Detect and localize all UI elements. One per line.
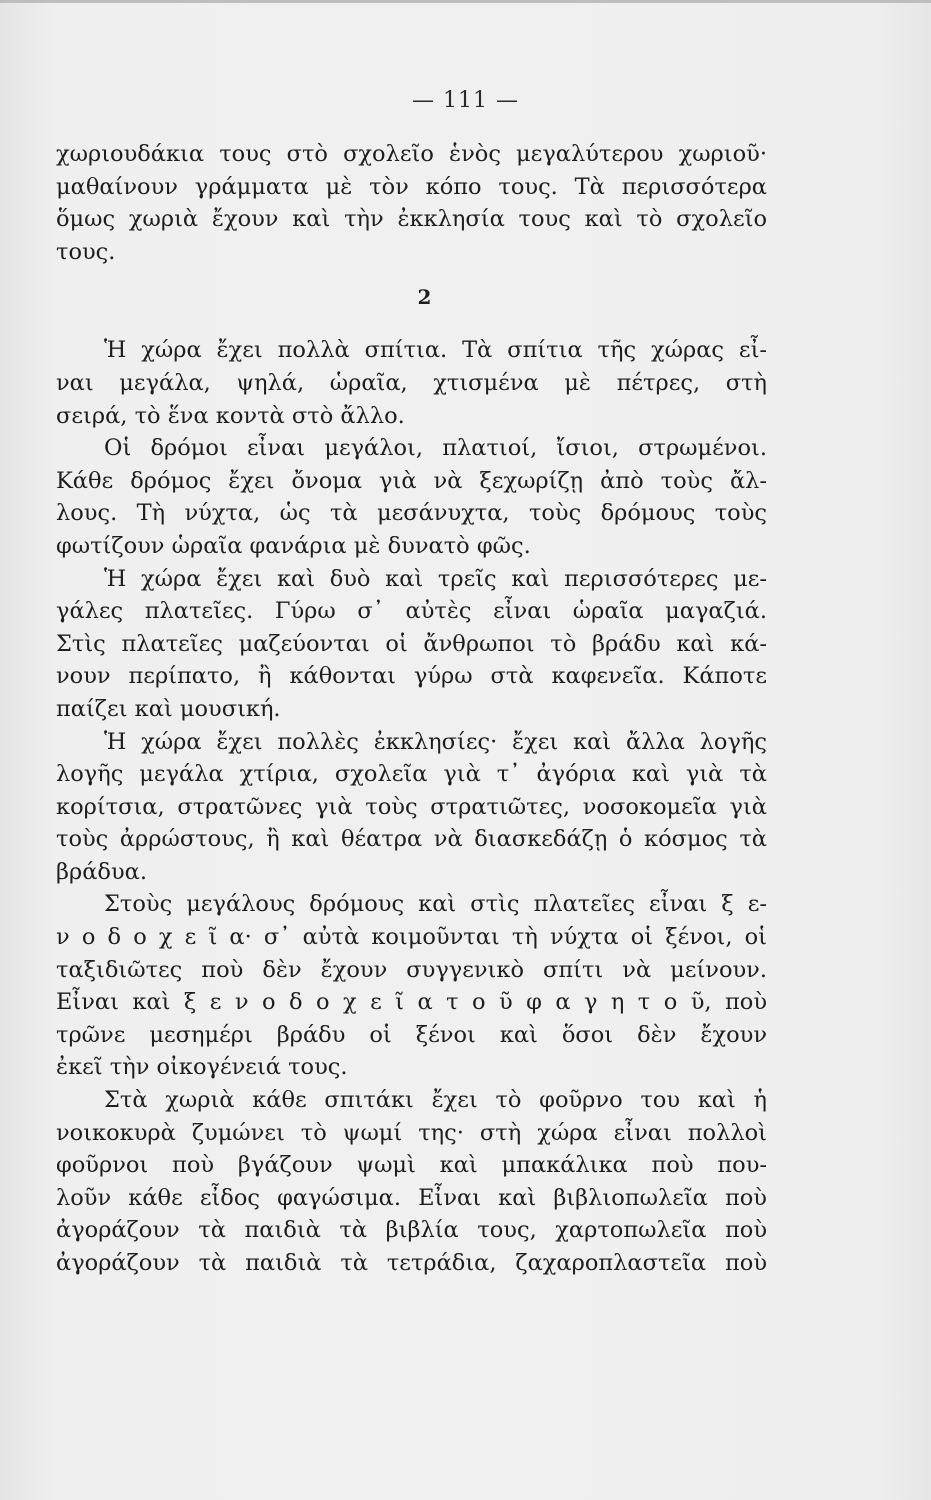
text-line: ἐκεῖ τὴν οἰκογένειά τους. (56, 1054, 348, 1081)
text-line: Οἱ δρόμοι εἶναι μεγάλοι, πλατιοί, ἴσιοι, στρωμένοι. (104, 435, 767, 462)
paragraph (56, 1084, 767, 1280)
text-line: λογῆς μεγάλα χτίρια, σχολεῖα γιὰ τ᾽ ἀγόρια καὶ γιὰ τὰ (56, 761, 767, 788)
text-line: Στοὺς μεγάλους δρόμους καὶ στὶς πλατεῖες εἶναι ξ ε- (104, 891, 767, 918)
text-line: τους. (56, 238, 116, 265)
page-top-edge (0, 0, 931, 3)
text-line: νουν περίπατο, ἢ κάθονται γύρω στὰ καφενεῖα. Κάποτε (56, 663, 767, 690)
text-line: ἀγοράζουν τὰ παιδιὰ τὰ βιβλία τους, χαρτοπωλεῖα ποὺ (56, 1217, 767, 1244)
section-number: 2 (417, 285, 432, 310)
text-line: Ἡ χώρα ἔχει πολλὰ σπίτια. Τὰ σπίτια τῆς χώρας εἶ- (104, 337, 767, 364)
paragraph (56, 334, 767, 432)
text-line: ναι μεγάλα, ψηλά, ὡραῖα, χτισμένα μὲ πέτρες, στὴ (56, 369, 767, 396)
text-line: βράδυα. (56, 858, 147, 885)
text-line: Στὶς πλατεῖες μαζεύονται οἱ ἄνθρωποι τὸ βράδυ καὶ κά- (56, 630, 767, 657)
text-line: Στὰ χωριὰ κάθε σπιτάκι ἔχει τὸ φοῦρνο του καὶ ἡ (104, 1087, 767, 1114)
text-line: τοὺς ἀρρώστους, ἢ καὶ θέατρα νὰ διασκεδάζῃ ὁ κόσμος τὰ (56, 826, 767, 853)
paragraph (56, 888, 767, 1084)
text-line: λους. Τὴ νύχτα, ὡς τὰ μεσάνυχτα, τοὺς δρόμους τοὺς (56, 500, 767, 527)
text-line: ταξιδιῶτες ποὺ δὲν ἔχουν συγγενικὸ σπίτι νὰ μείνουν. (56, 956, 767, 983)
text-line: χωριουδάκια τους στὸ σχολεῖο ἑνὸς μεγαλύτερου χωριοῦ· (56, 141, 767, 167)
text-line: λοῦν κάθε εἶδος φαγώσιμα. Εἶναι καὶ βιβλιοπωλεῖα ποὺ (56, 1184, 767, 1211)
text-line: Ἡ χώρα ἔχει πολλὲς ἐκκλησίες· ἔχει καὶ ἄλλα λογῆς (104, 728, 767, 755)
page-number-header: — 111 — (412, 88, 519, 113)
text-line: κορίτσια, στρατῶνες γιὰ τοὺς στρατιῶτες, νοσοκομεῖα γιὰ (56, 793, 767, 820)
text-line: ἀγοράζουν τὰ παιδιὰ τὰ τετράδια, ζαχαροπλαστεῖα ποὺ (56, 1250, 767, 1276)
text-line: μαθαίνουν γράμματα μὲ τὸν κόπο τους. Τὰ περισσότερα (56, 173, 767, 200)
text-line: νοικοκυρὰ ζυμώνει τὸ ψωμί της· στὴ χώρα εἶναι πολλοὶ (56, 1119, 767, 1146)
page-body-text (56, 138, 767, 1280)
paragraph (56, 432, 767, 562)
text-line: παίζει καὶ μουσική. (56, 695, 281, 722)
paragraph (56, 726, 767, 889)
paragraph (56, 563, 767, 726)
text-line: Κάθε δρόμος ἔχει ὄνομα γιὰ νὰ ξεχωρίζῃ ἀπὸ τοὺς ἄλ- (56, 467, 767, 494)
text-line: γάλες πλατεῖες. Γύρω σ᾽ αὐτὲς εἶναι ὡραῖα μαγαζιά. (56, 598, 767, 625)
text-line: τρῶνε μεσημέρι βράδυ οἱ ξένοι καὶ ὅσοι δὲν ἔχουν (56, 1021, 767, 1048)
text-line: σειρά, τὸ ἕνα κοντὰ στὸ ἄλλο. (56, 402, 405, 429)
text-line: ὅμως χωριὰ ἔχουν καὶ τὴν ἐκκλησία τους καὶ τὸ σχολεῖο (56, 206, 767, 233)
text-line: Εἶναι καὶ ξ ε ν ο δ ο χ ε ῖ α τ ο ῦ φ α γ η τ ο ῦ, ποὺ (56, 989, 767, 1016)
text-line: φοῦρνοι ποὺ βγάζουν ψωμὶ καὶ μπακάλικα ποὺ που- (56, 1152, 767, 1179)
text-line: Ἡ χώρα ἔχει καὶ δυὸ καὶ τρεῖς καὶ περισσότερες με- (104, 565, 767, 592)
text-line: ν ο δ ο χ ε ῖ α· σ᾽ αὐτὰ κοιμοῦνται τὴ νύχτα οἱ ξένοι, οἱ (56, 924, 767, 951)
text-line: φωτίζουν ὡραῖα φανάρια μὲ δυνατὸ φῶς. (56, 532, 531, 559)
paragraph (56, 138, 767, 268)
